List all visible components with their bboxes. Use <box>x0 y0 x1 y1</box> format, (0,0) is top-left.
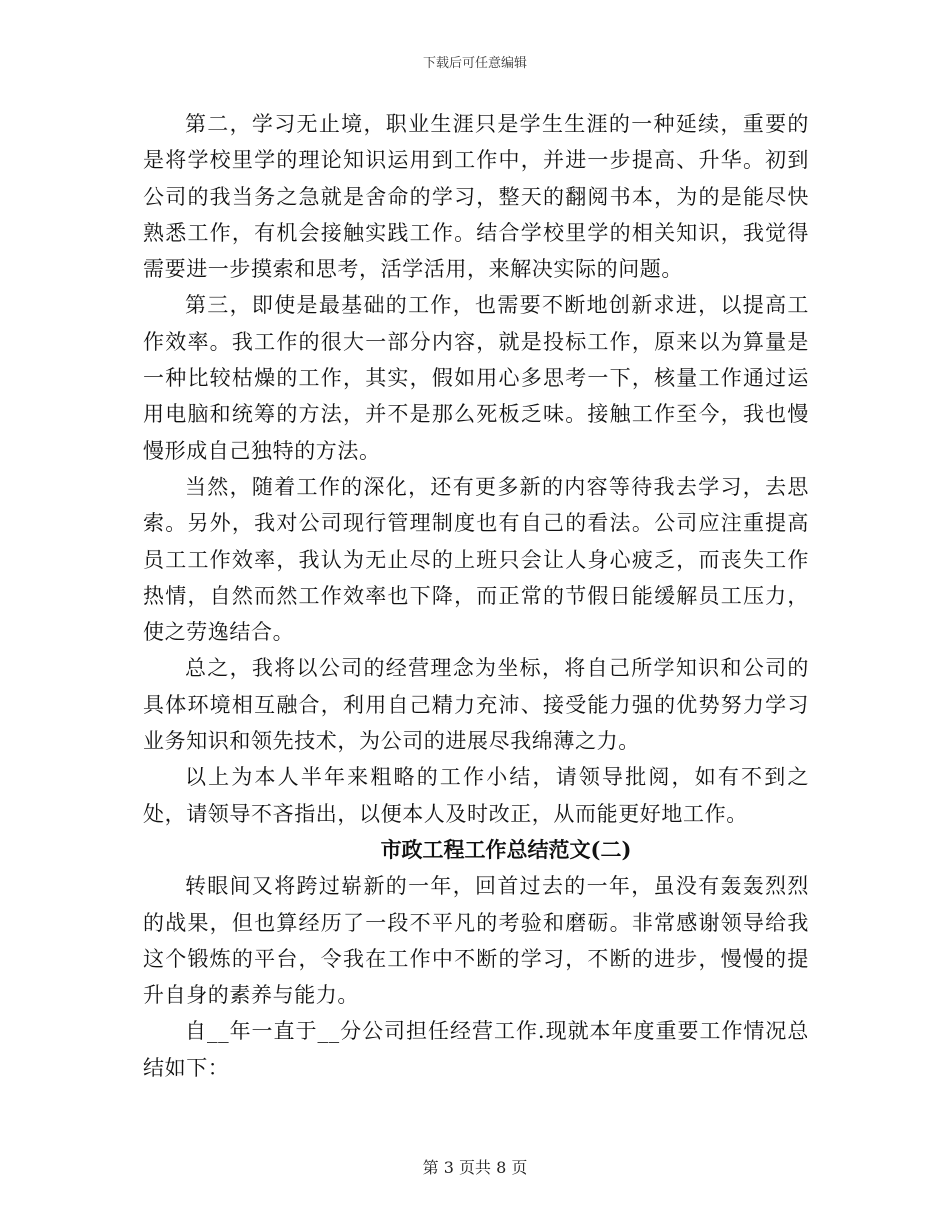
paragraph: 当然，随着工作的深化，还有更多新的内容等待我去学习，去思索。另外，我对公司现行管理制度也有自己的看法。公司应注重提高员工工作效率，我认为无止尽的上班只会让人身心疲乏，而丧失工作热情，自然而然工作效率也下降，而正常的节假日能缓解员工压力，使之劳逸结合。 <box>143 474 809 645</box>
section-title: 市政工程工作总结范文(二) <box>380 836 632 862</box>
page-footer: 第 3 页共 8 页 <box>422 1158 528 1177</box>
paragraph: 第三，即使是最基础的工作，也需要不断地创新求进，以提高工作效率。我工作的很大一部分内容，就是投标工作，原来以为算量是一种比较枯燥的工作，其实，假如用心多思考一下，核量工作通过运用电脑和统筹的方法，并不是那么死板乏味。接触工作至今，我也慢慢形成自己独特的方法。 <box>143 293 809 463</box>
paragraph: 以上为本人半年来粗略的工作小结，请领导批阅，如有不到之处，请领导不吝指出，以便本人及时改正，从而能更好地工作。 <box>143 765 809 826</box>
paragraph: 自__年一直于__分公司担任经营工作.现就本年度重要工作情况总结如下： <box>143 1019 809 1080</box>
paragraph: 总之，我将以公司的经营理念为坐标，将自己所学知识和公司的具体环境相互融合，利用自己精力充沛、接受能力强的优势努力学习业务知识和领先技术，为公司的进展尽我绵薄之力。 <box>143 656 809 754</box>
paragraph: 转眼间又将跨过崭新的一年，回首过去的一年，虽没有轰轰烈烈的战果，但也算经历了一段不平凡的考验和磨砺。非常感谢领导给我这个锻炼的平台，令我在工作中不断的学习，不断的进步，慢慢的提升自身的素养与能力。 <box>143 874 809 1008</box>
document-body <box>143 106 809 1086</box>
page-header: 下载后可任意编辑 <box>422 56 527 71</box>
paragraph: 第二，学习无止境，职业生涯只是学生生涯的一种延续，重要的是将学校里学的理论知识运用到工作中，并进一步提高、升华。初到公司的我当务之急就是舍命的学习，整天的翻阅书本，为的是能尽快熟悉工作，有机会接触实践工作。结合学校里学的相关知识，我觉得需要进一步摸索和思考，活学活用，来解决实际的问题。 <box>143 112 809 282</box>
